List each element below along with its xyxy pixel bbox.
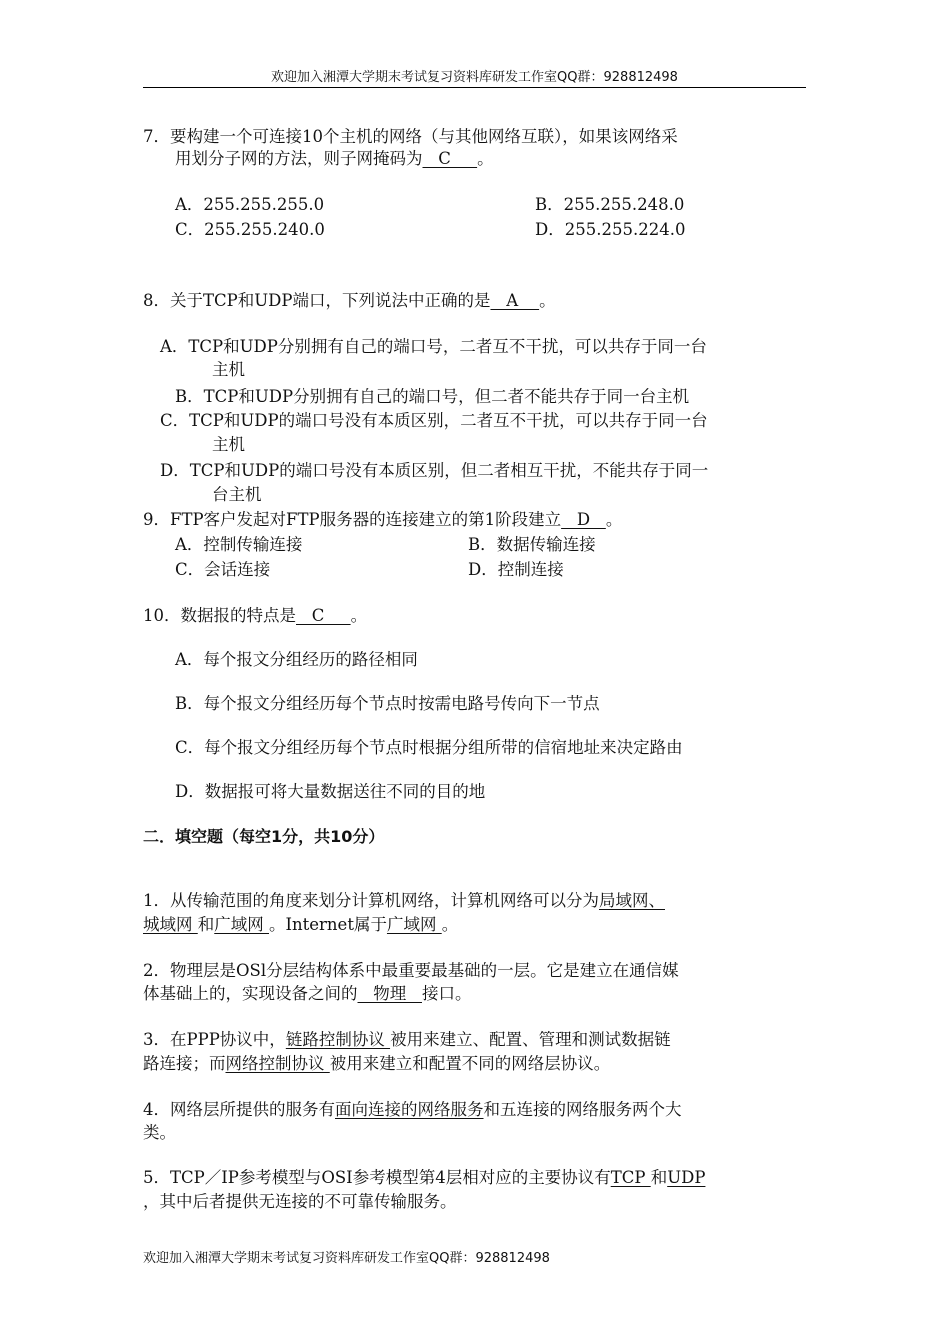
q9-option-a: A．控制传输连接	[175, 535, 303, 554]
fill2-line2: 体基础上的，实现设备之间的 物理 接口。	[143, 984, 472, 1003]
section-title: 二．填空题（每空1分，共10分）	[143, 827, 385, 846]
page-footer: 欢迎加入湘潭大学期末考试复习资料库研发工作室QQ群：928812498	[143, 1251, 550, 1266]
q7-option-d: D．255.255.224.0	[535, 220, 686, 239]
fill3-answer-1: 链路控制协议	[285, 1030, 391, 1049]
q8-option-a: A．TCP和UDP分别拥有自己的端口号，二者互不干扰，可以共存于同一台	[160, 337, 707, 356]
fill5-line2: ，其中后者提供无连接的不可靠传输服务。	[143, 1192, 457, 1211]
fill4-line2: 类。	[143, 1123, 176, 1142]
fill1-line1: 1．从传输范围的角度来划分计算机网络，计算机网络可以分为局域网、	[143, 891, 665, 910]
q8-option-d-cont: 台主机	[212, 485, 262, 504]
q10-option-c: C．每个报文分组经历每个节点时根据分组所带的信宿地址来决定路由	[175, 738, 683, 757]
q8-option-c-cont: 主机	[212, 435, 245, 454]
q7-option-b: B．255.255.248.0	[535, 195, 685, 214]
fill1-answer-3: 广域网	[214, 915, 269, 934]
fill2-line1: 2．物理层是OSl分层结构体系中最重要最基础的一层。它是建立在通信媒	[143, 961, 679, 980]
q8-option-d: D．TCP和UDP的端口号没有本质区别，但二者相互干扰，不能共存于同一	[160, 461, 709, 480]
q8-option-b: B．TCP和UDP分别拥有自己的端口号，但二者不能共存于同一台主机	[175, 387, 690, 406]
q7-option-c: C．255.255.240.0	[175, 220, 325, 239]
fill5-answer-2: UDP	[667, 1168, 706, 1187]
q10-answer: C	[296, 606, 351, 625]
q8-stem: 8．关于TCP和UDP端口，下列说法中正确的是 A 。	[143, 291, 556, 310]
fill1-line2: 城域网 和广域网 。Internet属于广域网 。	[143, 915, 459, 934]
fill3-line2: 路连接；而网络控制协议 被用来建立和配置不同的网络层协议。	[143, 1054, 611, 1073]
q10-option-b: B．每个报文分组经历每个节点时按需电路号传向下一节点	[175, 694, 600, 713]
q9-stem: 9．FTP客户发起对FTP服务器的连接建立的第1阶段建立 D 。	[143, 510, 623, 529]
fill3-line1: 3．在PPP协议中，链路控制协议 被用来建立、配置、管理和测试数据链	[143, 1030, 671, 1049]
q7-option-a: A．255.255.255.0	[175, 195, 325, 214]
fill3-answer-2: 网络控制协议	[225, 1054, 330, 1073]
fill4-line1: 4．网络层所提供的服务有面向连接的网络服务和五连接的网络服务两个大	[143, 1100, 682, 1119]
q10-stem: 10．数据报的特点是 C 。	[143, 606, 368, 625]
q7-line1: 7．要构建一个可连接10个主机的网络（与其他网络互联），如果该网络采	[143, 127, 678, 146]
q7-answer: C	[422, 149, 478, 168]
q10-option-a: A．每个报文分组经历的路径相同	[175, 650, 418, 669]
fill1-answer-2: 城域网	[143, 915, 198, 934]
page-header: 欢迎加入湘潭大学期末考试复习资料库研发工作室QQ群：928812498	[271, 70, 678, 85]
fill2-answer: 物理	[357, 984, 422, 1003]
q7-line2: 用划分子网的方法，则子网掩码为 C 。	[175, 149, 494, 168]
q10-option-d: D．数据报可将大量数据送往不同的目的地	[175, 782, 486, 801]
q9-option-c: C．会话连接	[175, 560, 271, 579]
fill4-answer: 面向连接的网络服务	[335, 1100, 484, 1119]
header-rule	[143, 87, 806, 88]
q9-option-d: D．控制连接	[468, 560, 564, 579]
q9-answer: D	[561, 510, 606, 529]
fill1-answer-4: 广域网	[386, 915, 442, 934]
fill5-answer-1: TCP	[610, 1168, 651, 1187]
fill1-answer-1: 局域网、	[599, 891, 665, 910]
q8-option-c: C．TCP和UDP的端口号没有本质区别，二者互不干扰，可以共存于同一台	[160, 411, 708, 430]
fill5-line1: 5．TCP／IP参考模型与OSI参考模型第4层相对应的主要协议有TCP 和UDP	[143, 1168, 706, 1187]
q8-option-a-cont: 主机	[212, 360, 245, 379]
q9-option-b: B．数据传输连接	[468, 535, 596, 554]
q8-answer: A	[490, 291, 540, 310]
